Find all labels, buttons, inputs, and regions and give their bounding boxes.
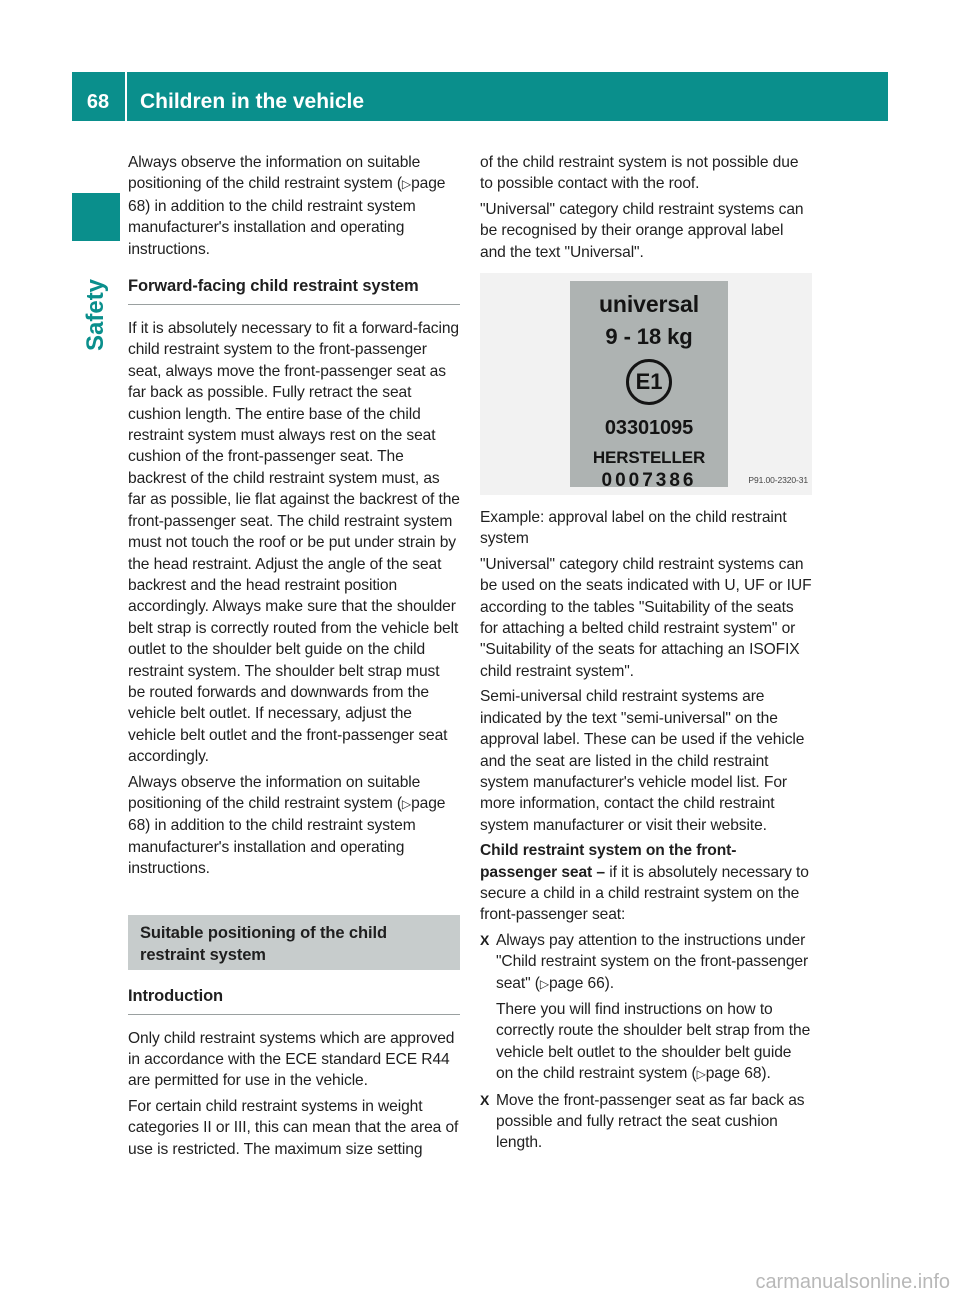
figure-reference: P91.00-2320-31 bbox=[748, 474, 808, 485]
left-column bbox=[128, 152, 460, 1164]
section-heading-forward-facing: Forward-facing child restraint system bbox=[128, 264, 460, 305]
chapter-title: Children in the vehicle bbox=[140, 90, 365, 113]
paragraph: Semi-universal child restraint systems are indicated by the text "semi-universal" on the approval label. These can be used if the vehicle and the seat are listed in the child restraint system manufacturer's vehicle model list. For more information, contact the child restraint system manufacturer or visit their website. bbox=[480, 688, 805, 834]
watermark: carmanualsonline.info bbox=[755, 1271, 950, 1293]
page-reference-link[interactable]: page 66 bbox=[548, 974, 605, 992]
section-heading-introduction: Introduction bbox=[128, 974, 460, 1015]
paragraph: of the child restraint system is not possible due to possible contact with the roof. bbox=[480, 154, 799, 193]
page-ref-icon: ▷ bbox=[696, 1067, 706, 1082]
label-manufacturer-text: HERSTELLER bbox=[592, 448, 706, 468]
paragraph: "Universal" category child restraint systems can be used on the seats indicated with U, UF or IUF according to the tables "Suitability of the seats for attaching a belted child restraint system" or "Suitability of the seats for attaching an ISOFIX child restraint system". bbox=[480, 555, 812, 680]
instruction-step: X Always pay attention to the instructions under "Child restraint system on the front-passenger seat" (▷page 66). bbox=[480, 931, 809, 992]
paragraph: Always observe the information on suitable positioning of the child restraint system (▷page 68) in addition to the child restraint system manufacturer's installation and operating instructions. bbox=[128, 773, 446, 878]
figure-caption: Example: approval label on the child restraint system bbox=[480, 509, 787, 548]
page-ref-icon: ▷ bbox=[401, 796, 412, 811]
section-tab-label: Safety bbox=[82, 278, 109, 352]
instruction-note: There you will find instructions on how to correctly route the shoulder belt strap from the vehicle belt outlet to the shoulder belt guide on the child restraint system (▷page 68). bbox=[496, 1000, 811, 1083]
page-reference-link[interactable]: page 68 bbox=[128, 794, 446, 835]
label-approval-number: 03301095 bbox=[604, 417, 694, 440]
page-ref-icon: ▷ bbox=[539, 976, 549, 991]
page-reference-link[interactable]: page 68 bbox=[705, 1065, 762, 1083]
paragraph: For certain child restraint systems in weight categories II or III, this can mean that the area of use is restricted. The maximum size setting bbox=[128, 1097, 459, 1158]
instruction-step: X Move the front-passenger seat as far back as possible and fully retract the seat cushion length. bbox=[480, 1091, 805, 1152]
label-weight-text: 9 - 18 kg bbox=[605, 324, 693, 350]
bold-lead: Child restraint system on the front-passenger seat – bbox=[480, 842, 737, 881]
paragraph: If it is absolutely necessary to fit a forward-facing child restraint system to the front-passenger seat, always move the front-passenger seat as far back as possible. Fully retract the seat cushion length. The entire base of the child restraint system must always rest on the seat cushion of the front-passenger seat. The backrest of the child restraint system must, as far as possible, lie flat against the backrest of the front-passenger seat. The child restraint system must not touch the roof or be put under strain by the head restraint. Adjust the angle of the seat backrest and the head restraint position accordingly. Always make sure that the shoulder belt strap is correctly routed from the vehicle belt outlet to the shoulder belt guide on the child restraint system. The shoulder belt strap must be routed forwards and downwards from the vehicle belt outlet. If necessary, adjust the vehicle belt outlet and the front-passenger seat accordingly. bbox=[128, 320, 460, 766]
section-marker bbox=[72, 193, 120, 241]
step-marker-icon: X bbox=[480, 1091, 490, 1108]
paragraph: "Universal" category child restraint systems can be recognised by their orange approval label and the text "Universal". bbox=[480, 200, 804, 261]
page-number: 68 bbox=[86, 91, 110, 113]
label-code-text: 0007386 bbox=[601, 470, 697, 492]
approval-label-figure bbox=[480, 273, 812, 495]
page-reference-link[interactable]: page 68 bbox=[128, 175, 446, 215]
paragraph: Only child restraint systems which are approved in accordance with the ECE standard ECE R44 are permitted for use in the vehicle. bbox=[128, 1029, 455, 1090]
right-column bbox=[480, 152, 812, 1158]
label-universal-text: universal bbox=[598, 291, 700, 318]
e-mark-icon: E1 bbox=[626, 359, 672, 405]
step-marker-icon: X bbox=[480, 931, 490, 948]
approval-label bbox=[570, 281, 728, 492]
paragraph: Always observe the information on suitable positioning of the child restraint system (▷page 68) in addition to the child restraint system manufacturer's installation and operating instructions. bbox=[128, 154, 446, 258]
page-ref-icon: ▷ bbox=[401, 177, 412, 192]
header-divider bbox=[125, 72, 127, 121]
paragraph: Child restraint system on the front-passenger seat – if it is absolutely necessary to secure a child in a child restraint system on the front-passenger seat: bbox=[480, 842, 809, 924]
section-box-heading: Suitable positioning of the child restraint system bbox=[128, 915, 460, 970]
